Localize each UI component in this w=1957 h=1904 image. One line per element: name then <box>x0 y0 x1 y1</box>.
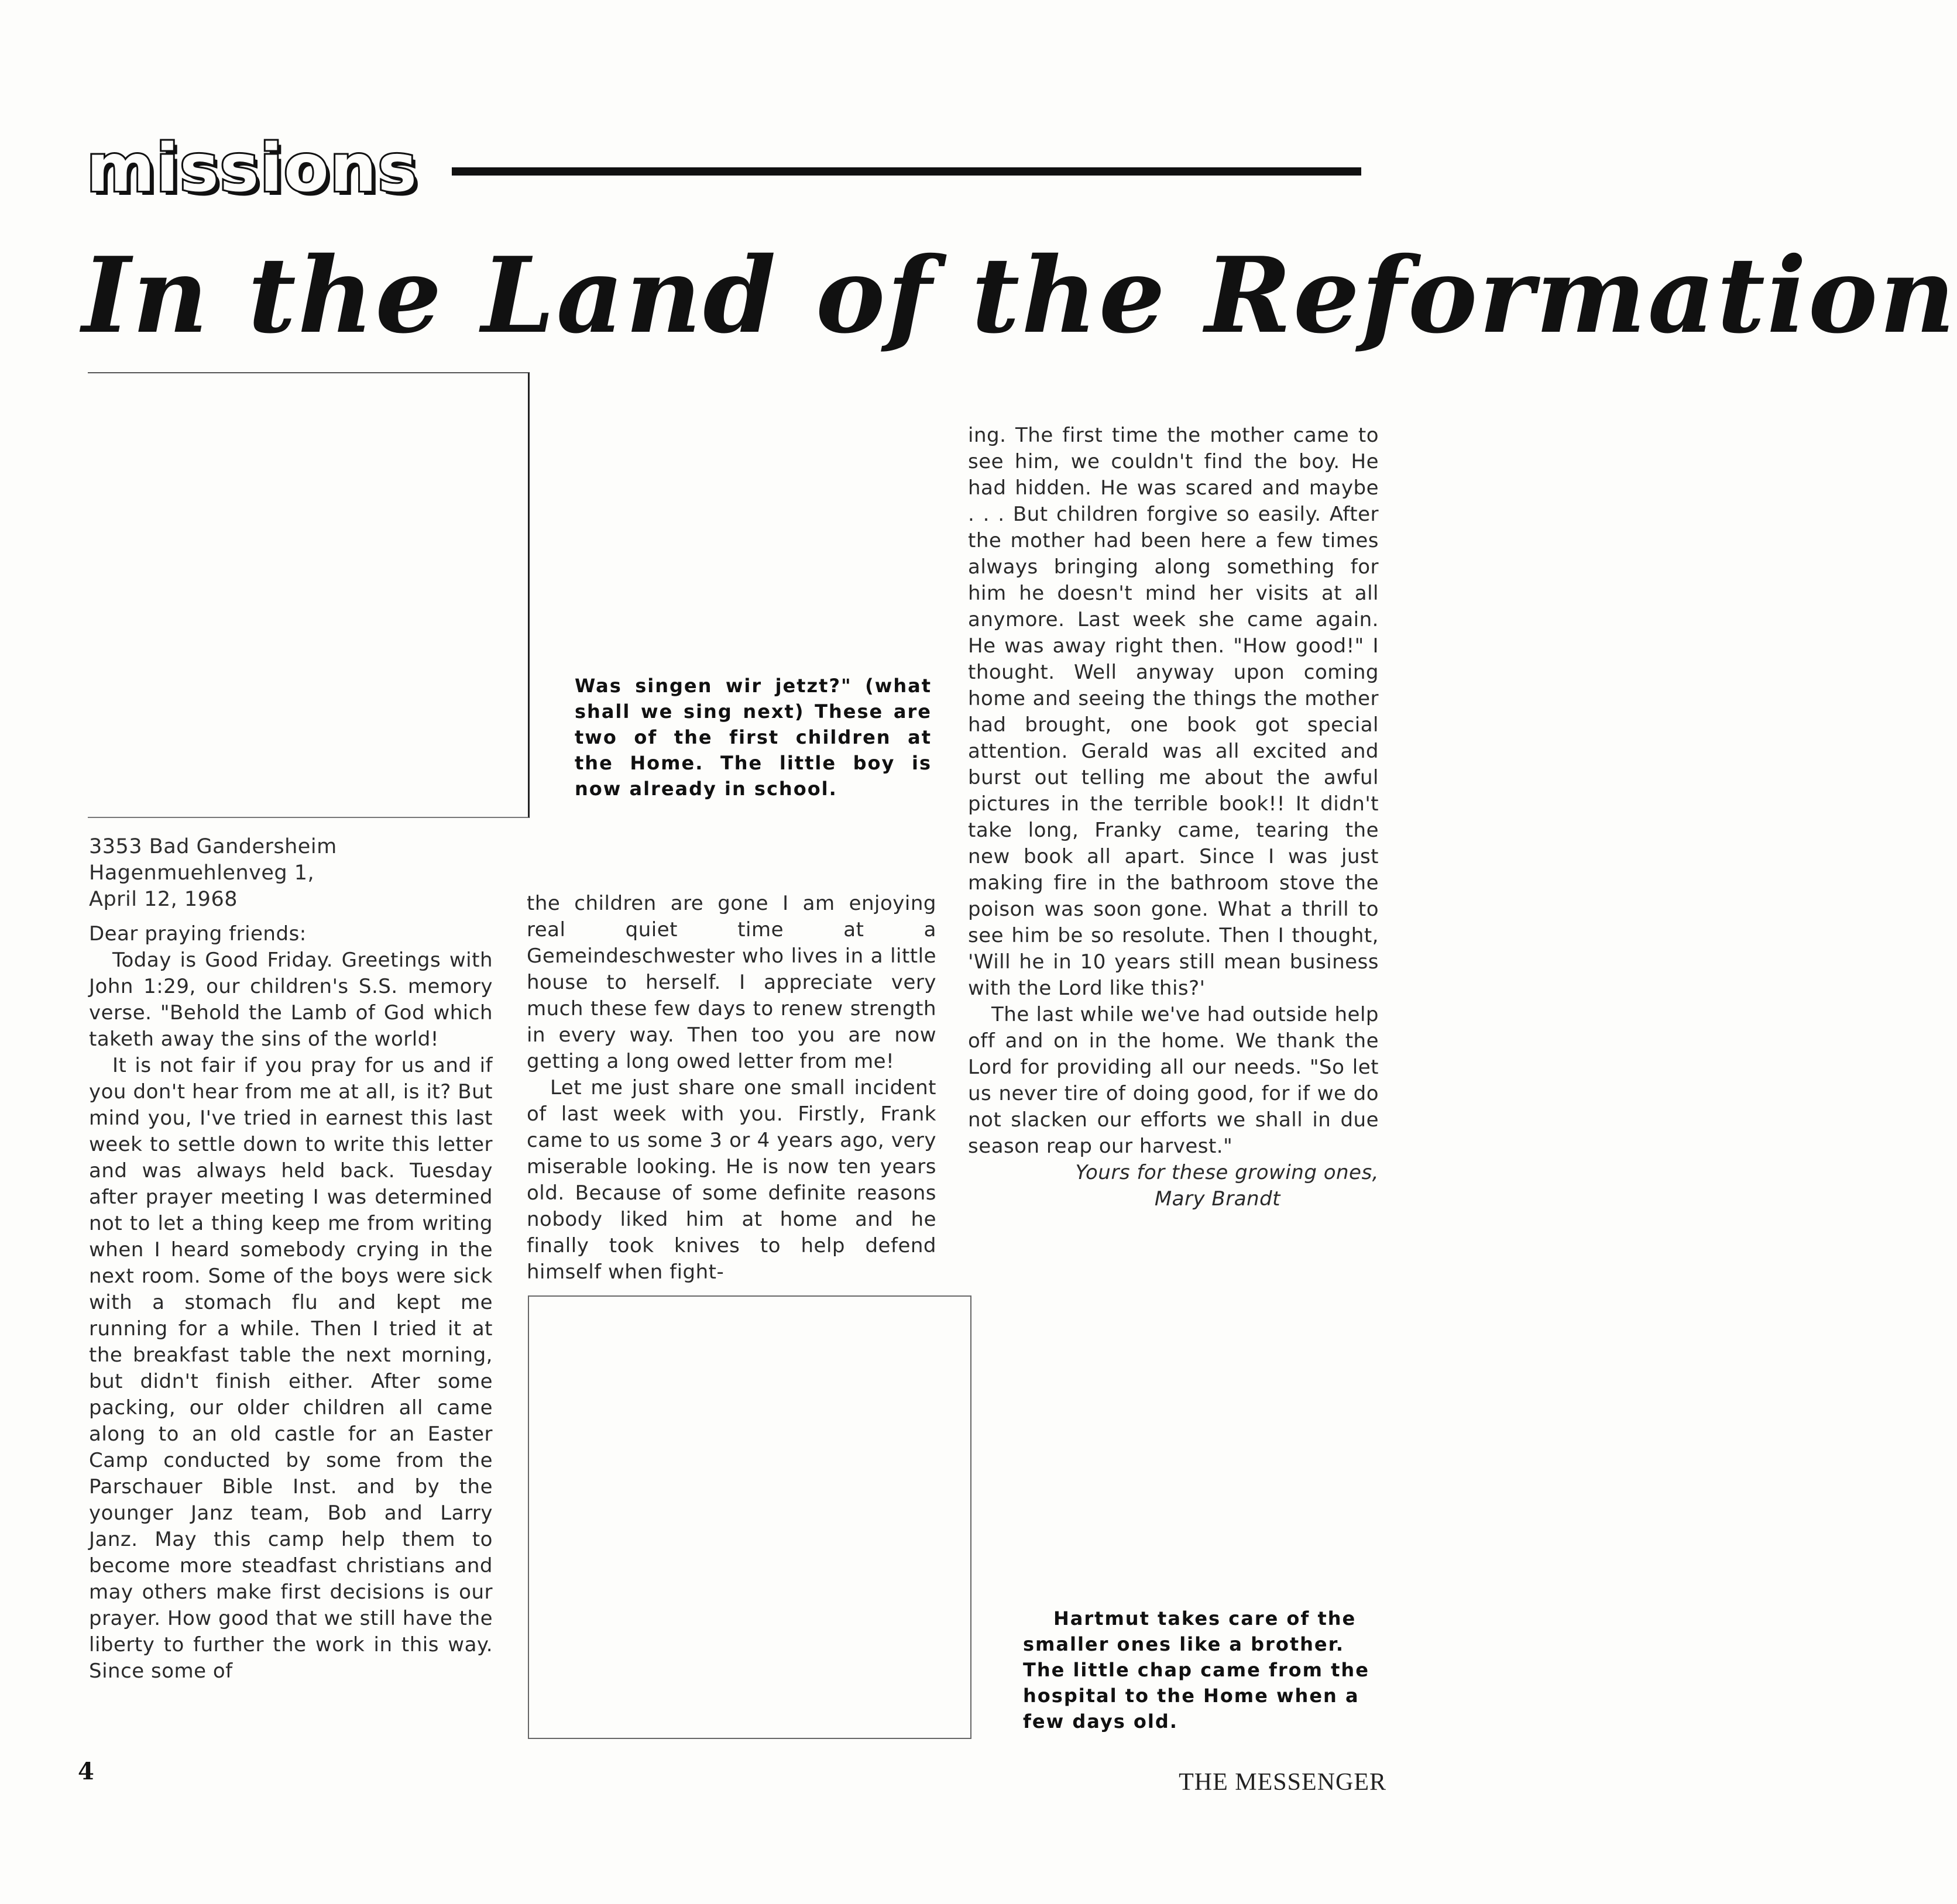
letter-date: April 12, 1968 <box>89 888 238 911</box>
caption-line: The little chap came from the <box>1023 1659 1369 1681</box>
section-rule <box>452 167 1361 176</box>
photo-children-singing <box>88 372 530 818</box>
caption-line: hospital to the Home when a <box>1023 1685 1359 1707</box>
paragraph: The last while we've had outside help off and on in the home. We thank the Lord for providing all our needs. "So let us never tire of doing good, for if we do not slacken our efforts we shall in due season reap our harvest." <box>968 1003 1379 1158</box>
closing-line: Yours for these growing ones, <box>1075 1161 1379 1184</box>
text-column-3 <box>968 422 1379 1212</box>
photo-caption-bottom <box>1023 1606 1382 1734</box>
section-label: missions <box>87 130 418 207</box>
paragraph: ing. The first time the mother came to see him, we couldn't find the boy. He had hidden. He was scared and maybe . . . But children forgive so easily. After the mother had been here a few times always bringing along something for him he doesn't mind her visits at all anymore. Last week she came again. He was away right then. "How good!" I thought. Well anyway upon coming home and seeing the things the mother had brought, one book got special attention. Gerald was all excited and burst out telling me about the awful pictures in the terrible book!! It didn't take long, Franky came, tearing the new book all apart. Since I was just making fire in the bathroom stove the poison was soon gone. What a thrill to see him be so resolute. Then I thought, 'Will he in 10 years still mean business with the Lord like this?' <box>968 424 1379 1000</box>
paragraph: Today is Good Friday. Greetings with John 1:29, our children's S.S. memory verse. "Behold the Lamb of God which taketh away the sins of the world! <box>89 948 493 1051</box>
paragraph: Let me just share one small incident of last week with you. Firstly, Frank came to us some 3 or 4 years ago, very miserable looking. He is now ten years old. Because of some definite reasons nobody liked him at home and he finally took knives to help defend himself when fight- <box>527 1076 936 1284</box>
caption-line: smaller ones like a brother. <box>1023 1633 1344 1655</box>
salutation: Dear praying friends: <box>89 922 307 946</box>
publication-name: THE MESSENGER <box>1179 1769 1386 1796</box>
page-number: 4 <box>78 1758 94 1785</box>
photo-hartmut <box>528 1295 971 1739</box>
paragraph: the children are gone I am enjoying real quiet time at a Gemeindeschwester who lives in a little house to herself. I appreciate very much these few days to renew strength in every way. Then too you are now getting a long owed letter from me! <box>527 892 936 1073</box>
paragraph: It is not fair if you pray for us and if you don't hear from me at all, is it? But mind you, I've tried in earnest this last week to settle down to write this letter and was always held back. Tuesday after prayer meeting I was determined not to let a thing keep me from writing when I heard somebody crying in the next room. Some of the boys were sick with a stomach flu and kept me running for a while. Then I tried it at the breakfast table the next morning, but didn't finish either. After some packing, our older children all came along to an old castle for an Easter Camp conducted by some from the Parschauer Bible Inst. and by the younger Janz team, Bob and Larry Janz. May this camp help them to become more steadfast christians and may others make first decisions is our prayer. How good that we still have the liberty to further the work in this way. Since some of <box>89 1054 493 1683</box>
sign-off <box>968 1160 1379 1212</box>
caption-line: Hartmut takes care of the <box>1053 1607 1357 1630</box>
address-line: Hagenmuehlenveg 1, <box>89 861 315 885</box>
text-column-2 <box>527 891 936 1286</box>
article-headline: In the Land of the Reformation <box>82 234 1957 356</box>
address-line: 3353 Bad Gandersheim <box>89 835 337 858</box>
text-column-1 <box>89 834 493 1685</box>
photo-caption-top: Was singen wir jetzt?" (what shall we sing next) These are two of the first children at the Home. The little boy is now already in school. <box>575 675 932 800</box>
caption-line: few days old. <box>1023 1710 1178 1733</box>
signature: Mary Brandt <box>1154 1187 1280 1211</box>
